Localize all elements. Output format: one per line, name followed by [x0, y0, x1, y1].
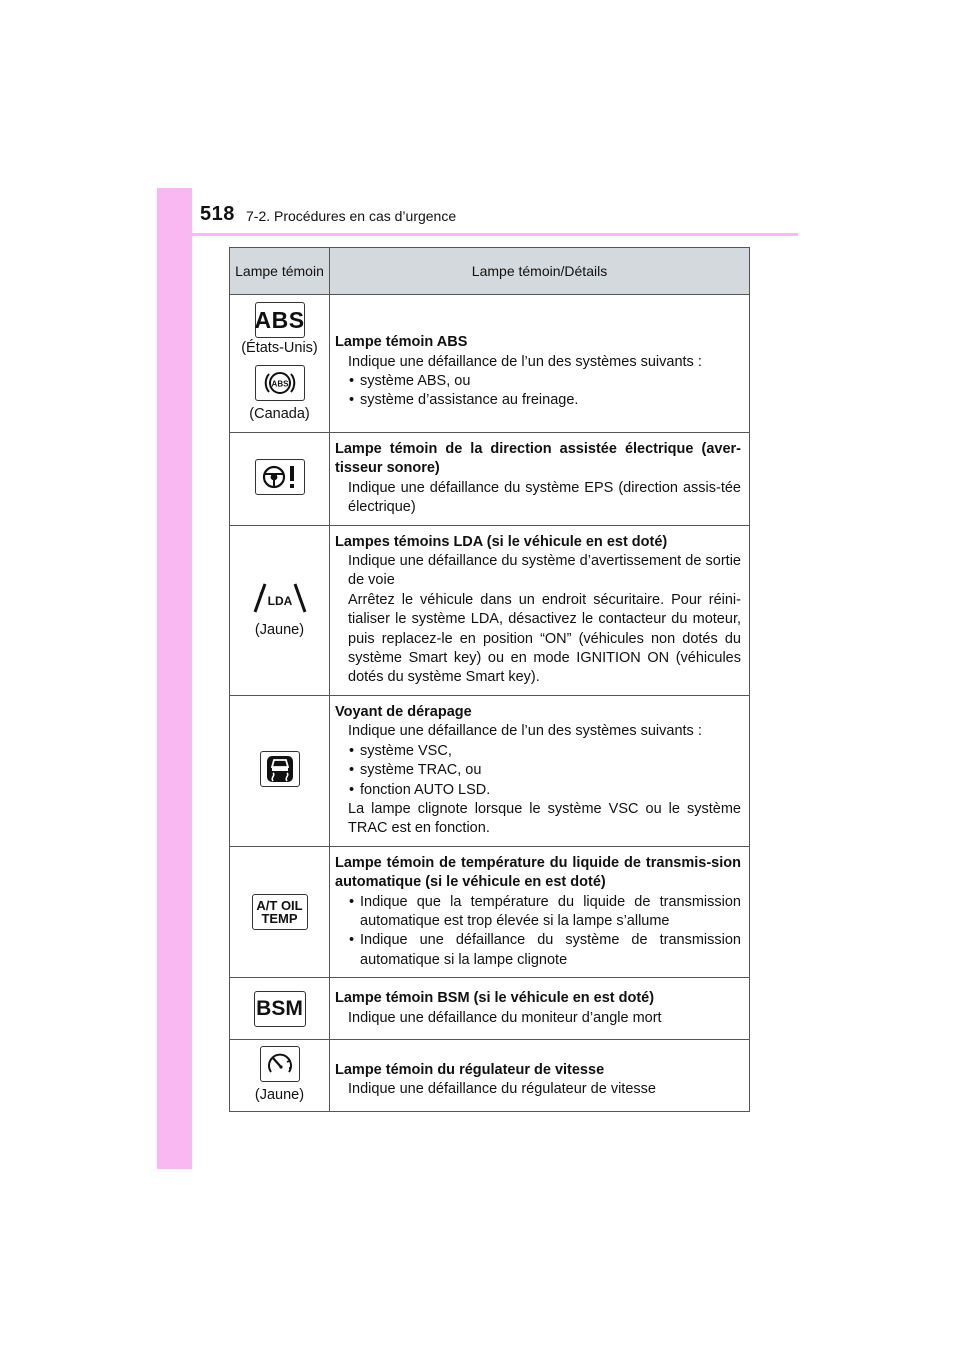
section-title: 7-2. Procédures en cas d’urgence [246, 208, 457, 224]
description-cell [330, 525, 750, 695]
description-cell [330, 295, 750, 433]
cruise-control-icon [260, 1046, 300, 1082]
lamp-bullet: • Indique que la température du liquide de transmission automatique est trop élevée si la lampe s’allume [335, 893, 741, 932]
skid-indicator-icon [260, 751, 300, 787]
table-header-row [230, 248, 750, 295]
description-cell [330, 978, 750, 1040]
lamp-bullet: • système d’assistance au freinage. [335, 391, 741, 410]
lamp-detail: Indique une défaillance du système EPS (direction assis-tée électrique) [348, 479, 741, 516]
lamp-title: Lampe témoin du régulateur de vitesse [335, 1061, 605, 1078]
steering-warning-icon [255, 459, 305, 495]
icon-cell [230, 695, 330, 846]
table-row [230, 978, 750, 1040]
description-cell [330, 695, 750, 846]
table-row [230, 695, 750, 846]
bsm-icon: BSM [254, 991, 306, 1027]
lamp-title: Lampe témoin BSM (si le véhicule en est doté) [335, 990, 655, 1007]
description-cell [330, 433, 750, 526]
lamp-title: Lampe témoin de la direction assistée électrique (aver-tisseur sonore) [335, 441, 741, 477]
at-oil-temp-icon: A/T OIL TEMP [252, 894, 308, 930]
description-cell [330, 1040, 750, 1112]
table-row [230, 1040, 750, 1112]
lamp-title: Lampes témoins LDA (si le véhicule en est doté) [335, 533, 668, 550]
lamp-bullet: • système ABS, ou [335, 372, 741, 391]
icon-cell [230, 295, 330, 433]
lamp-detail: Indique une défaillance du moniteur d’angle mort [348, 1009, 662, 1026]
icon-cell [230, 433, 330, 526]
lamp-title: Voyant de dérapage [335, 703, 472, 720]
side-color-strip [157, 188, 192, 1169]
table-row [230, 295, 750, 433]
svg-text:ABS: ABS [271, 379, 288, 389]
table-row [230, 846, 750, 977]
lamp-detail: Arrêtez le véhicule dans un endroit sécuritaire. Pour réini-tialiser le système LDA, désactivez le contacteur du moteur, puis replacez-le en position “ON” (véhicules non dotés du système Smart key) ou en mode IGNITION ON (véhicules dotés du système Smart key). [348, 591, 741, 686]
lamp-detail: Indique une défaillance de l’un des systèmes suivants : [348, 723, 702, 740]
description-cell [330, 846, 750, 977]
lda-icon [251, 580, 309, 620]
icon-cell [230, 525, 330, 695]
icon-caption: (Jaune) [254, 622, 305, 639]
header-rule [157, 233, 798, 236]
lamp-bullet: • Indique une défaillance du système de transmission automatique si la lampe clignote [335, 931, 741, 970]
lamp-detail: La lampe clignote lorsque le système VSC ou le système TRAC est en fonction. [348, 800, 741, 837]
icon-caption: (Jaune) [254, 1086, 305, 1103]
lamp-detail: Indique une défaillance du système d’avertissement de sortie de voie [348, 553, 741, 589]
icon-cell [230, 1040, 330, 1112]
svg-text:LDA: LDA [267, 593, 292, 608]
warning-lamp-table [229, 247, 750, 1112]
lamp-bullet: • fonction AUTO LSD. [335, 781, 741, 800]
lamp-bullet: • système TRAC, ou [335, 761, 741, 780]
lamp-bullet: • système VSC, [335, 742, 741, 761]
table-row [230, 433, 750, 526]
col-header-lamp: Lampe témoin [230, 248, 330, 295]
lamp-title: Lampe témoin ABS [335, 334, 468, 351]
lamp-title: Lampe témoin de température du liquide de transmis-sion automatique (si le véhicule en est doté) [335, 854, 741, 891]
lamp-detail: Indique une défaillance du régulateur de vitesse [348, 1081, 656, 1098]
abs-text-icon: ABS [255, 302, 305, 338]
col-header-details: Lampe témoin/Détails [330, 248, 750, 295]
lamp-detail: Indique une défaillance de l’un des systèmes suivants : [348, 353, 702, 370]
icon-caption: (Canada) [249, 406, 310, 423]
page-number: 518 [200, 203, 235, 225]
icon-cell [230, 846, 330, 977]
table-row [230, 525, 750, 695]
abs-circle-icon [255, 365, 305, 401]
icon-cell [230, 978, 330, 1040]
icon-caption: (États-Unis) [241, 340, 318, 357]
